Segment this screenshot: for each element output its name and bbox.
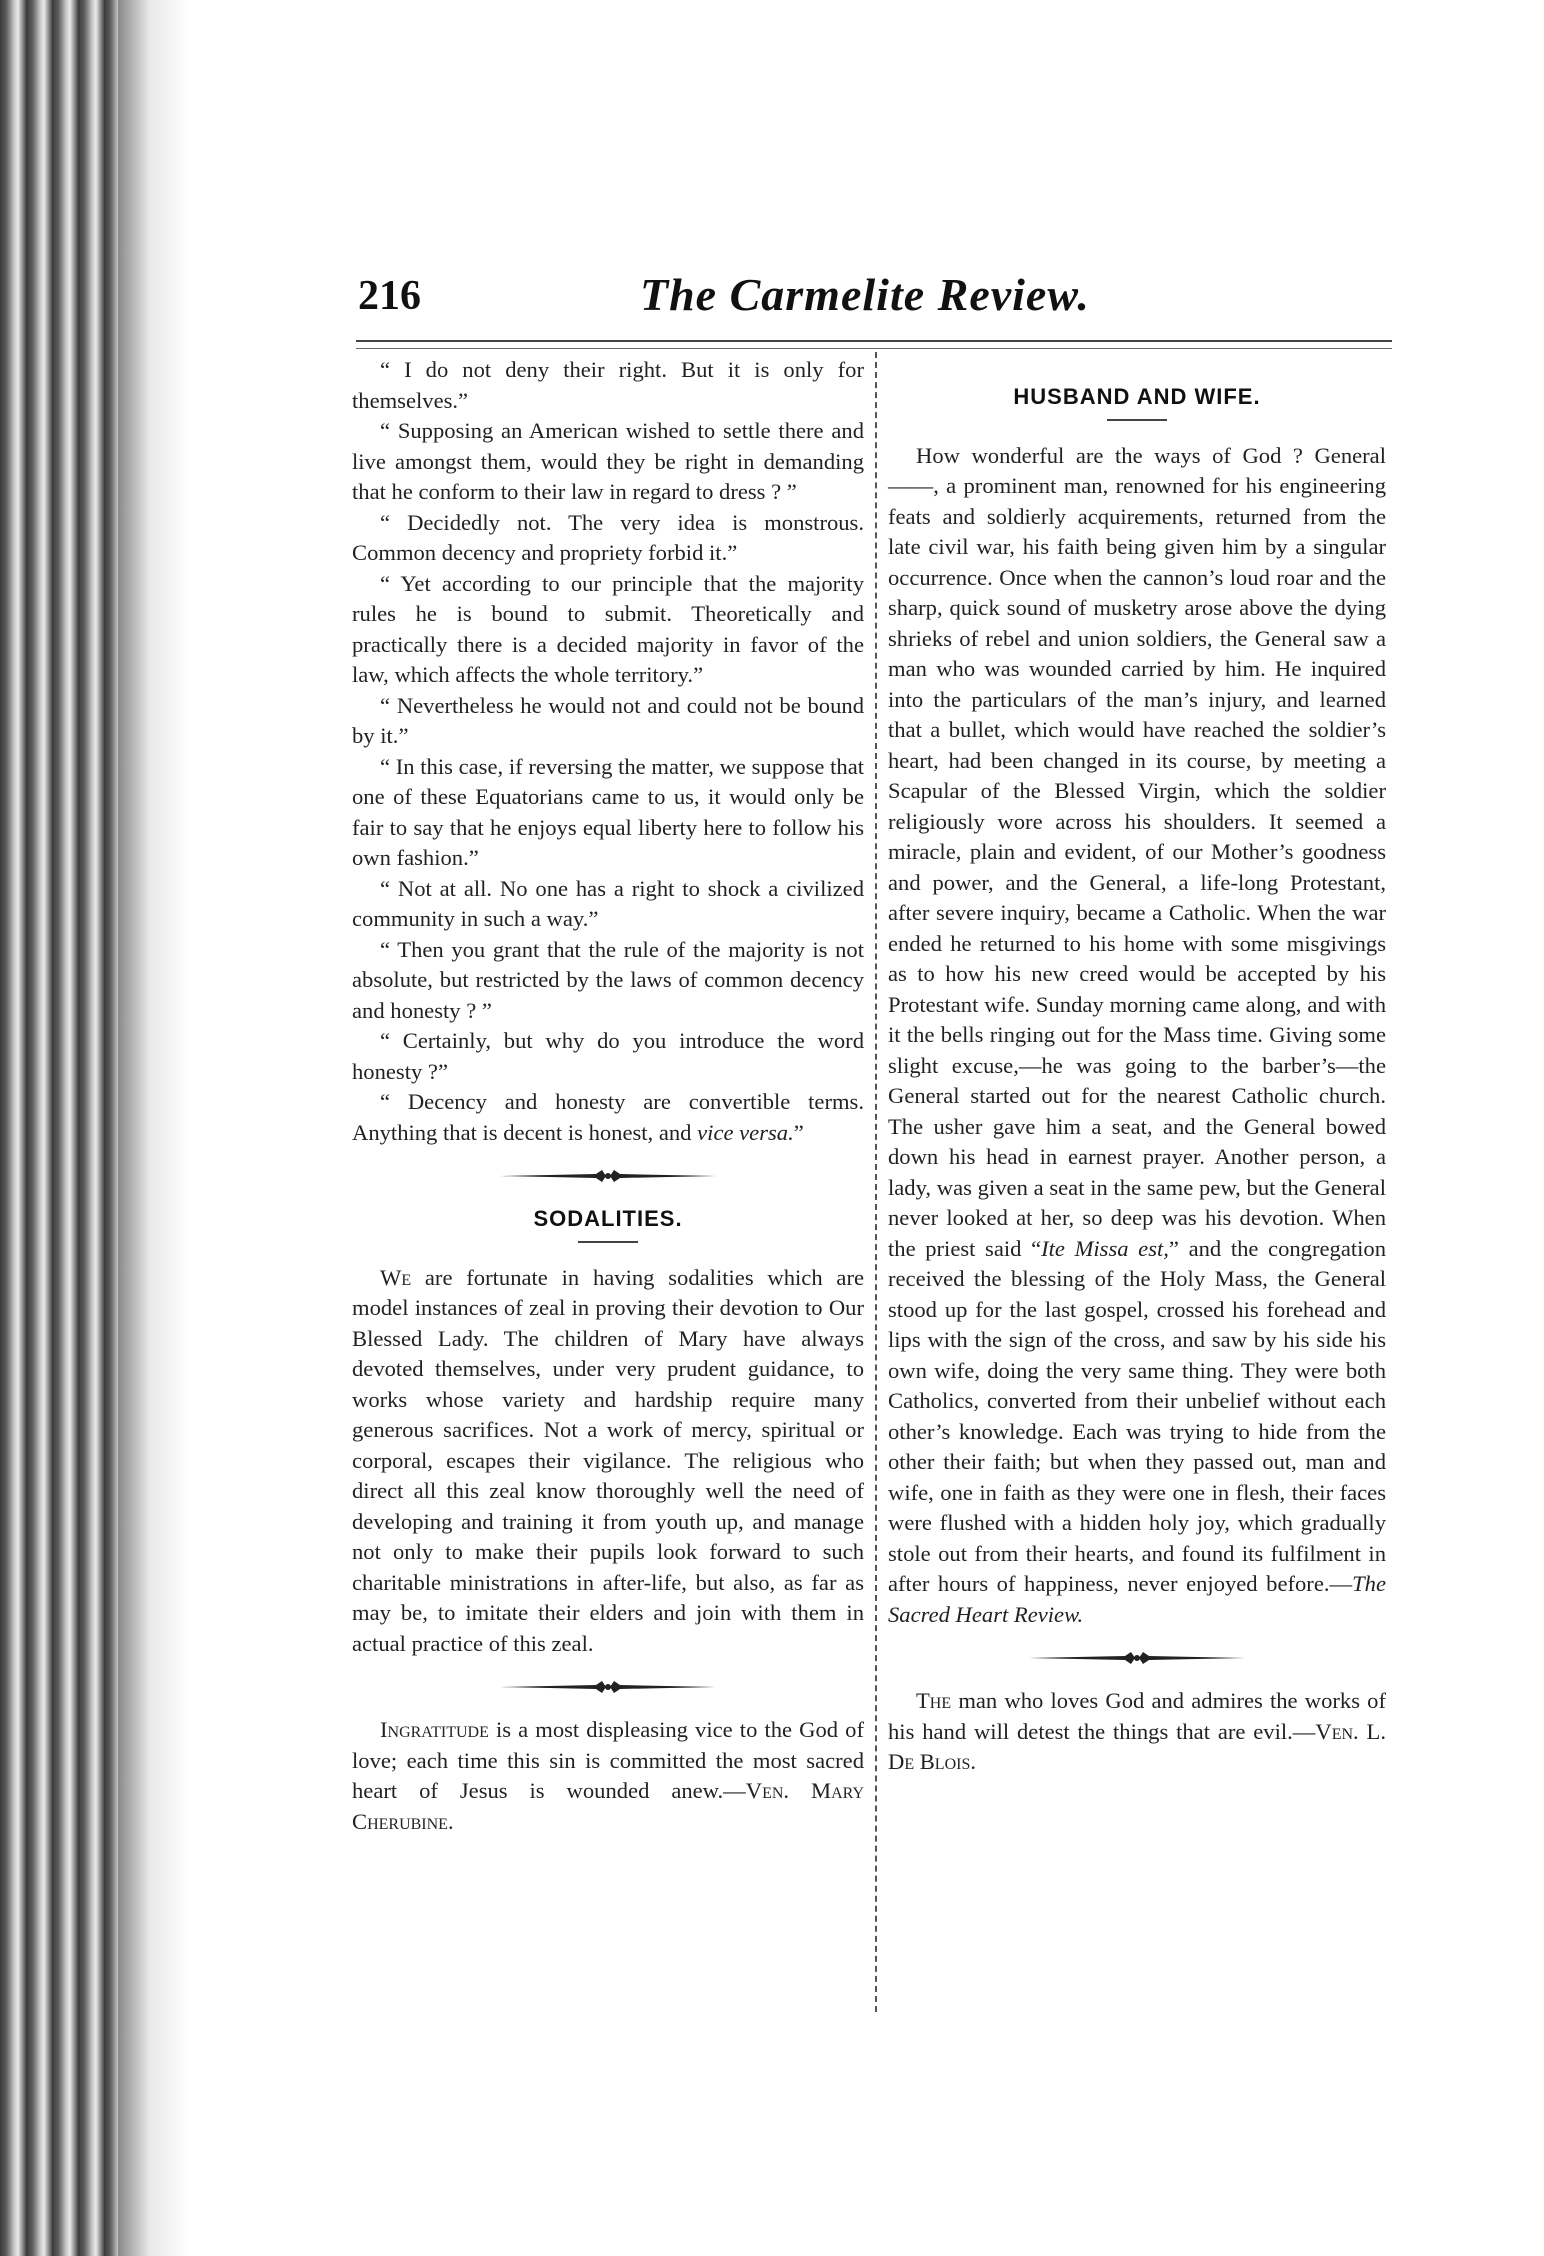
dialogue-paragraph: “ Nevertheless he would not and could not be bound by it.” [352,692,864,748]
dialogue-paragraph: “ Supposing an American wished to settle there and live amongst them, would they be right in demanding that he conform to their law in regard to dress ? ” [352,418,864,504]
dialogue-paragraph: “ Not at all. No one has a right to shock a civilized community in such a way.” [352,875,864,931]
binding-shadow [118,0,188,2256]
ingratitude-paragraph [352,1715,864,1837]
lead-word: We [380,1264,412,1290]
heading-rule [1107,419,1167,421]
dialogue-text: “ Decency and honesty are convertible terms. Anything that is decent is honest, and [352,1089,864,1145]
lead-word: The [916,1688,952,1713]
sodalities-paragraph [352,1263,864,1660]
paragraph-text: is a most displeasing vice to the God of love; each time this sin is committed the most sacred heart of Jesus is wounded anew.— [352,1717,864,1803]
dialogue-paragraph: “ Yet according to our principle that the majority rules he is bound to submit. Theoretically and practically there is a decided majority in favor of the law, which affects the whole territory.” [352,570,864,687]
header-rule [356,340,1392,349]
book-binding-edge [0,0,130,2256]
section-ornament [1027,1648,1247,1668]
dialogue-paragraph: “ Certainly, but why do you introduce the word honesty ?” [352,1028,864,1084]
story-text: ” and the congregation received the blessing of the Holy Mass, the General stood up for the last gospel, crossed his forehead and lips with the sign of the cross, and saw by his side his own wife, doing the very same thing. They were both Catholics, converted from their unbelief without each other’s knowledge. Each was trying to hide from the other their faith; but when they passed out, man and wife, one in faith as they were one in flesh, their faces were flushed with a hidden holy joy, which gradually stole out from their hearts, and found its fulfilment in after hours of happiness, never enjoyed before.— [888,1235,1386,1596]
running-title: The Carmelite Review. [640,269,1090,320]
dialogue-paragraph: “ Then you grant that the rule of the majority is not absolute, but restricted by the laws of common decency and honesty ? ” [352,936,864,1023]
story-text: How wonderful are the ways of God ? General ——, a prominent man, renowned for his engineering feats and soldierly acquirements, returned from the late civil war, his faith being given him by a singular occurrence. Once when the cannon’s loud roar and the sharp, quick sound of musketry arose above the dying shrieks of rebel and union soldiers, the General saw a man who was wounded carried by him. He inquired into the particulars of the man’s injury, and learned that a bullet, which would have reached the soldier’s heart, had been changed in its course, by meeting a Scapular of the Blessed Virgin, which the soldier religiously wore across his shoulders. It seemed a miracle, plain and evident, of our Mother’s goodness and power, and the General, a life-long Protestant, after severe inquiry, became a Catholic. When the war ended he returned to his home with some misgivings as to how his new creed would be accepted by his Protestant wife. Sunday morning came along, and with it the bells ringing out for the Mass time. Giving some slight excuse,—he was going to the barber’s—the General started out for the nearest Catholic church. The usher gave him a seat, and the General bowed down his head in earnest prayer. Another person, a lady, was given a seat in the same pew, but the General never looked at her, so deep was his devotion. When the priest said “ [888,442,1386,1261]
column-divider [875,352,877,2012]
page-number: 216 [358,273,421,319]
heading-rule [578,1241,638,1243]
lead-word: Ingratitude [380,1717,489,1742]
latin-phrase: Ite Missa est, [1041,1235,1169,1261]
right-column [888,368,1386,1778]
quote-paragraph [888,1686,1386,1778]
dialogue-paragraph: “ I do not deny their right. But it is only for themselves.” [352,357,864,413]
dialogue-paragraph-last [352,1087,864,1148]
source-citation: The Sacred Heart Review. [888,1571,1386,1627]
dialogue-paragraph: “ In this case, if reversing the matter, we suppose that one of these Equatorians came to us, it would only be fair to say that he enjoys equal liberty here to follow his own fashion.” [352,753,864,870]
section-heading-husband-and-wife: HUSBAND AND WIFE. [1013,384,1261,409]
attribution: Ven. Mary Cherubine. [352,1778,864,1834]
story-paragraph [888,441,1386,1631]
section-ornament [498,1166,718,1186]
paragraph-text: are fortunate in having sodalities which are model instances of zeal in proving their devotion to Our Blessed Lady. The children of Mary have always devoted themselves, under very prudent guidance, to works whose variety and hardship require many generous sacrifices. Not a work of mercy, spiritual or corporal, escapes their vigilance. The religious who direct all this zeal know thoroughly well the need of developing and training it from youth up, and manage not only to make their pupils look forward to such charitable ministrations in after-life, but also, as far as may be, to imitate their elders and join with them in actual practice of this zeal. [352,1264,864,1656]
latin-phrase: vice versa. [697,1119,794,1145]
closing-quote: ” [793,1119,804,1145]
section-ornament [498,1677,718,1697]
left-column [352,355,864,1837]
paragraph-text: man who loves God and admires the works of his hand will detest the things that are evil.— [888,1688,1386,1744]
attribution: Ven. L. De Blois. [888,1718,1386,1774]
section-heading-sodalities: SODALITIES. [533,1206,683,1231]
dialogue-paragraph: “ Decidedly not. The very idea is monstrous. Common decency and propriety forbid it.” [352,509,864,565]
